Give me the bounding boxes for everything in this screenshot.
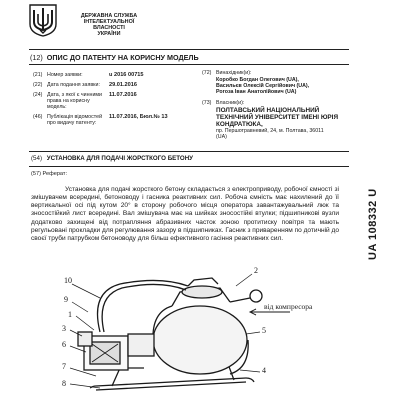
field-publication: [33, 114, 193, 128]
field-application-number: [33, 72, 193, 82]
owner-block: [202, 100, 362, 150]
title-text: ОПИС ДО ПАТЕНТУ НА КОРИСНУ МОДЕЛЬ: [46, 53, 199, 62]
divider: [29, 49, 349, 50]
owner-name-line: КОНДРАТЮКА,: [216, 120, 263, 128]
field-value: u 2016 00715: [109, 72, 144, 78]
inventor-name: Васильєв Олексій Сергійович (UA),: [216, 82, 310, 89]
agency-name: [59, 13, 159, 37]
field-code: (46): [33, 114, 43, 120]
field-value: 11.07.2016, Бюл.№ 13: [109, 114, 168, 120]
field-filing-date: [33, 82, 193, 92]
field-value: 11.07.2016: [109, 92, 137, 98]
figure-callout: 3: [62, 324, 66, 333]
figure-callout: 1: [68, 310, 72, 319]
abstract-label: Реферат:: [42, 171, 68, 177]
field-label: Власник(и):: [216, 100, 245, 106]
title-code: (12): [30, 53, 43, 62]
field-code: (24): [33, 92, 43, 98]
vertical-patent-number: UA 108332 U: [367, 188, 379, 260]
field-code: (57): [31, 171, 41, 177]
document-title: [30, 53, 199, 62]
agency-line: ДЕРЖАВНА СЛУЖБА: [80, 13, 138, 19]
owner-address-line: пр. Першотравневий, 24, м. Полтава, 36011: [216, 128, 324, 134]
field-code: (72): [202, 70, 212, 76]
inventors-block: [202, 70, 352, 102]
field-code: (22): [33, 82, 43, 88]
figure-callout: 2: [254, 266, 258, 275]
inventor-name: Рогоза Іван Анатолійович (UA): [216, 89, 297, 96]
field-label: Публікація відомостей про видачу патенту:: [47, 114, 103, 126]
field-code: (54): [31, 155, 43, 162]
figure-callout: 9: [64, 295, 68, 304]
divider: [29, 64, 349, 65]
figure-callout: 5: [262, 326, 266, 335]
invention-name: [31, 155, 193, 162]
agency-line: УКРАЇНИ: [97, 31, 121, 38]
coat-of-arms-icon: [29, 4, 57, 37]
field-label: Дата подання заявки:: [47, 82, 100, 88]
invention-name-text: УСТАНОВКА ДЛЯ ПОДАЧІ ЖОРСТКОГО БЕТОНУ: [46, 155, 194, 162]
figure-callout: 10: [64, 276, 72, 285]
field-code: (21): [33, 72, 43, 78]
figure-callout: 4: [262, 366, 266, 375]
figure-callout: 8: [62, 379, 66, 388]
figure-callout: 7: [62, 362, 66, 371]
agency-line: ІНТЕЛЕКТУАЛЬНОЇ: [83, 19, 135, 26]
owner-name-line: ПОЛТАВСЬКИЙ НАЦІОНАЛЬНИЙ: [216, 106, 320, 114]
field-label: Номер заявки:: [47, 72, 83, 78]
field-value: 29.01.2016: [109, 82, 137, 88]
owner-name: [216, 107, 338, 128]
abstract-text: Установка для подачі жорсткого бетону складається з електроприводу, робочої ємності зі змішувачем всередині, бетоноводу і гасника реактивних сил. Робоча ємність має нахилений до її вертикальної осі під кутом 20° в сторону робочого місця оператора завантажувальний люк та зносостійкий лист всередині. Вал змішувача має на шийках зносостійкі втулки; підшипникові вузли додатково захищені від потрапляння абразивних часток зоною протитиску повітря та мають регульовані прокладки для регулювання зазору в підшипниках. Гасник з приваренням по дотичній до своєї труби патрубком бетоноводу для більш ефективного гасіння реактивних сил.: [31, 186, 339, 242]
inventor-name: Коробко Богдан Олегович (UA),: [216, 76, 299, 83]
figure-callout: 6: [62, 340, 66, 349]
field-code: (73): [202, 100, 212, 106]
owner-name-line: ТЕХНІЧНИЙ УНІВЕРСИТЕТ ІМЕНІ ЮРІЯ: [216, 113, 339, 121]
figure-drawing: [60, 272, 290, 398]
inventor-names: [216, 77, 309, 96]
figure-label: від компресора: [264, 302, 313, 311]
owner-address: [216, 128, 324, 141]
field-label: Винахідник(и):: [216, 70, 252, 76]
owner-address-line: (UA): [216, 134, 227, 141]
agency-line: ВЛАСНОСТІ: [93, 25, 125, 32]
field-label: Дата, з якої є чинними права на корисну модель:: [47, 92, 103, 110]
field-rights-date: [33, 92, 193, 112]
divider: [29, 166, 349, 167]
abstract-heading: [31, 171, 67, 177]
divider: [29, 151, 349, 152]
